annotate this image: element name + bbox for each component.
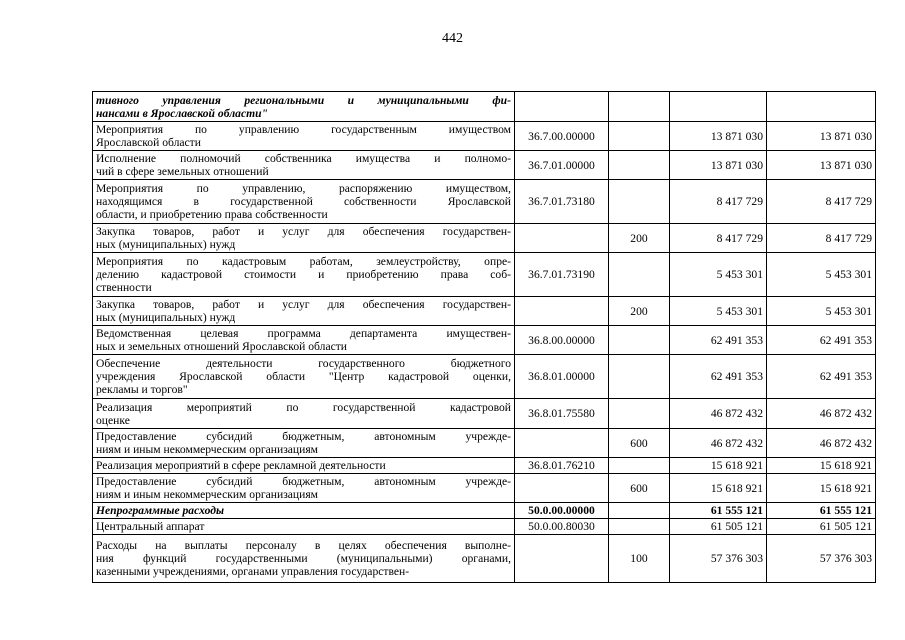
row-name-line: учреждения Ярославской области "Центр кадастровой оценки, [96, 370, 511, 383]
row-amount2-cell: 61 555 121 [767, 503, 876, 519]
row-name-cell [93, 474, 515, 503]
row-name-line: ственности [96, 281, 152, 294]
row-amount1-cell: 8 417 729 [670, 180, 767, 224]
row-name-line: Исполнение полномочий собственника имущества и полномо- [96, 152, 511, 165]
row-expense-type-cell [609, 151, 670, 180]
row-name-cell [93, 224, 515, 253]
row-name-line: ных и земельных отношений Ярославской области [96, 340, 348, 353]
row-name-cell [93, 535, 515, 583]
table-row [93, 458, 876, 474]
row-amount2-cell: 57 376 303 [767, 535, 876, 583]
row-amount1-cell: 13 871 030 [670, 151, 767, 180]
row-expense-type-cell [609, 180, 670, 224]
row-name-line: ных (муниципальных) нужд [96, 311, 236, 324]
row-expense-type-cell [609, 519, 670, 535]
row-code-cell [515, 535, 609, 583]
row-name-cell [93, 253, 515, 297]
row-amount1-cell: 46 872 432 [670, 429, 767, 458]
row-code-cell: 36.8.01.00000 [515, 355, 609, 399]
row-amount1-cell: 15 618 921 [670, 474, 767, 503]
row-name-line: ния функций государственными (муниципальными) органами, [96, 552, 511, 565]
row-expense-type-cell [609, 326, 670, 355]
table-row [93, 326, 876, 355]
row-name-cell [93, 429, 515, 458]
budget-table [92, 91, 876, 583]
row-name-line: Мероприятия по кадастровым работам, землеустройству, опре- [96, 255, 511, 268]
row-name-cell [93, 297, 515, 326]
row-amount1-cell: 61 555 121 [670, 503, 767, 519]
page-number: 442 [442, 31, 463, 46]
row-name-line: тивного управления региональными и муниципальными фи- [96, 93, 511, 107]
row-code-cell: 50.0.00.80030 [515, 519, 609, 535]
row-amount1-cell [670, 92, 767, 122]
row-name-line: ных (муниципальных) нужд [96, 238, 236, 251]
row-name-line: Обеспечение деятельности государственного бюджетного [96, 357, 511, 370]
row-expense-type-cell: 600 [609, 474, 670, 503]
row-name-line: Центральный аппарат [96, 520, 205, 533]
table-row [93, 253, 876, 297]
row-name-line: Ведомственная целевая программа департамента имуществен- [96, 327, 511, 340]
row-amount2-cell: 8 417 729 [767, 224, 876, 253]
row-expense-type-cell [609, 458, 670, 474]
row-amount2-cell: 46 872 432 [767, 399, 876, 429]
table-row [93, 399, 876, 429]
row-code-cell: 36.7.00.00000 [515, 122, 609, 151]
row-amount1-cell: 5 453 301 [670, 253, 767, 297]
row-code-cell: 50.0.00.00000 [515, 503, 609, 519]
row-name-cell [93, 151, 515, 180]
row-name-line: Закупка товаров, работ и услуг для обеспечения государствен- [96, 298, 511, 311]
row-code-cell [515, 429, 609, 458]
row-name-line: Расходы на выплаты персоналу в целях обеспечения выполне- [96, 539, 511, 552]
row-amount1-cell: 46 872 432 [670, 399, 767, 429]
table-row [93, 180, 876, 224]
row-amount1-cell: 5 453 301 [670, 297, 767, 326]
table-row [93, 503, 876, 519]
row-name-cell [93, 326, 515, 355]
row-name-line: ниям и иным некоммерческим организациям [96, 443, 319, 456]
table-row [93, 297, 876, 326]
row-code-cell: 36.8.01.76210 [515, 458, 609, 474]
row-name-cell [93, 503, 515, 519]
row-expense-type-cell [609, 253, 670, 297]
row-amount1-cell: 61 505 121 [670, 519, 767, 535]
row-name-line: Мероприятия по управлению государственным имуществом [96, 123, 511, 136]
row-amount2-cell: 62 491 353 [767, 355, 876, 399]
row-expense-type-cell [609, 92, 670, 122]
row-amount1-cell: 8 417 729 [670, 224, 767, 253]
row-expense-type-cell: 200 [609, 224, 670, 253]
table-row [93, 92, 876, 122]
table-row [93, 429, 876, 458]
row-amount1-cell: 62 491 353 [670, 326, 767, 355]
row-name-line: Закупка товаров, работ и услуг для обеспечения государствен- [96, 225, 511, 238]
row-expense-type-cell: 600 [609, 429, 670, 458]
row-code-cell: 36.8.01.75580 [515, 399, 609, 429]
row-amount2-cell [767, 92, 876, 122]
row-name-line: делению кадастровой стоимости и приобретению права соб- [96, 268, 511, 281]
row-name-line: нансами в Ярославской области" [96, 106, 268, 120]
row-code-cell: 36.7.01.73180 [515, 180, 609, 224]
row-amount2-cell: 15 618 921 [767, 458, 876, 474]
table-row [93, 355, 876, 399]
row-name-line: Предоставление субсидий бюджетным, автономным учрежде- [96, 475, 511, 488]
row-name-line: Непрограммные расходы [96, 504, 225, 517]
row-amount1-cell: 57 376 303 [670, 535, 767, 583]
table-row [93, 224, 876, 253]
row-name-line: Реализация мероприятий по государственной кадастровой [96, 400, 511, 414]
row-amount2-cell: 5 453 301 [767, 253, 876, 297]
row-name-cell [93, 399, 515, 429]
row-code-cell [515, 297, 609, 326]
row-name-line: оценке [96, 413, 130, 427]
table-row [93, 535, 876, 583]
table-row [93, 151, 876, 180]
row-name-cell [93, 122, 515, 151]
row-amount2-cell: 13 871 030 [767, 151, 876, 180]
row-amount2-cell: 46 872 432 [767, 429, 876, 458]
row-name-cell [93, 92, 515, 122]
row-name-cell [93, 355, 515, 399]
row-expense-type-cell: 200 [609, 297, 670, 326]
row-amount2-cell: 61 505 121 [767, 519, 876, 535]
row-amount2-cell: 13 871 030 [767, 122, 876, 151]
row-expense-type-cell [609, 503, 670, 519]
row-amount2-cell: 5 453 301 [767, 297, 876, 326]
row-code-cell [515, 92, 609, 122]
row-name-cell [93, 458, 515, 474]
table-row [93, 122, 876, 151]
row-name-cell [93, 180, 515, 224]
table-row [93, 519, 876, 535]
row-amount1-cell: 62 491 353 [670, 355, 767, 399]
row-amount2-cell: 15 618 921 [767, 474, 876, 503]
row-expense-type-cell [609, 355, 670, 399]
row-expense-type-cell [609, 399, 670, 429]
row-name-line: чий в сфере земельных отношений [96, 165, 269, 178]
row-code-cell: 36.7.01.73190 [515, 253, 609, 297]
row-name-line: ниям и иным некоммерческим организациям [96, 488, 319, 501]
row-name-line: Ярославской области [96, 136, 201, 149]
table-row [93, 474, 876, 503]
row-expense-type-cell: 100 [609, 535, 670, 583]
row-name-line: находящимся в государственной собственности Ярославской [96, 195, 511, 208]
row-amount1-cell: 15 618 921 [670, 458, 767, 474]
row-code-cell [515, 224, 609, 253]
row-name-line: Предоставление субсидий бюджетным, автономным учрежде- [96, 430, 511, 443]
row-amount1-cell: 13 871 030 [670, 122, 767, 151]
row-code-cell: 36.8.00.00000 [515, 326, 609, 355]
row-code-cell [515, 474, 609, 503]
row-amount2-cell: 8 417 729 [767, 180, 876, 224]
row-name-line: казенными учреждениями, органами управления государствен- [96, 565, 410, 578]
row-name-cell [93, 519, 515, 535]
row-name-line: области, и приобретению права собственности [96, 208, 328, 221]
row-amount2-cell: 62 491 353 [767, 326, 876, 355]
budget-table-body [93, 92, 876, 583]
row-name-line: Мероприятия по управлению, распоряжению имуществом, [96, 182, 511, 195]
row-code-cell: 36.7.01.00000 [515, 151, 609, 180]
row-name-line: Реализация мероприятий в сфере рекламной деятельности [96, 459, 386, 472]
row-name-line: рекламы и торгов" [96, 383, 188, 396]
row-expense-type-cell [609, 122, 670, 151]
